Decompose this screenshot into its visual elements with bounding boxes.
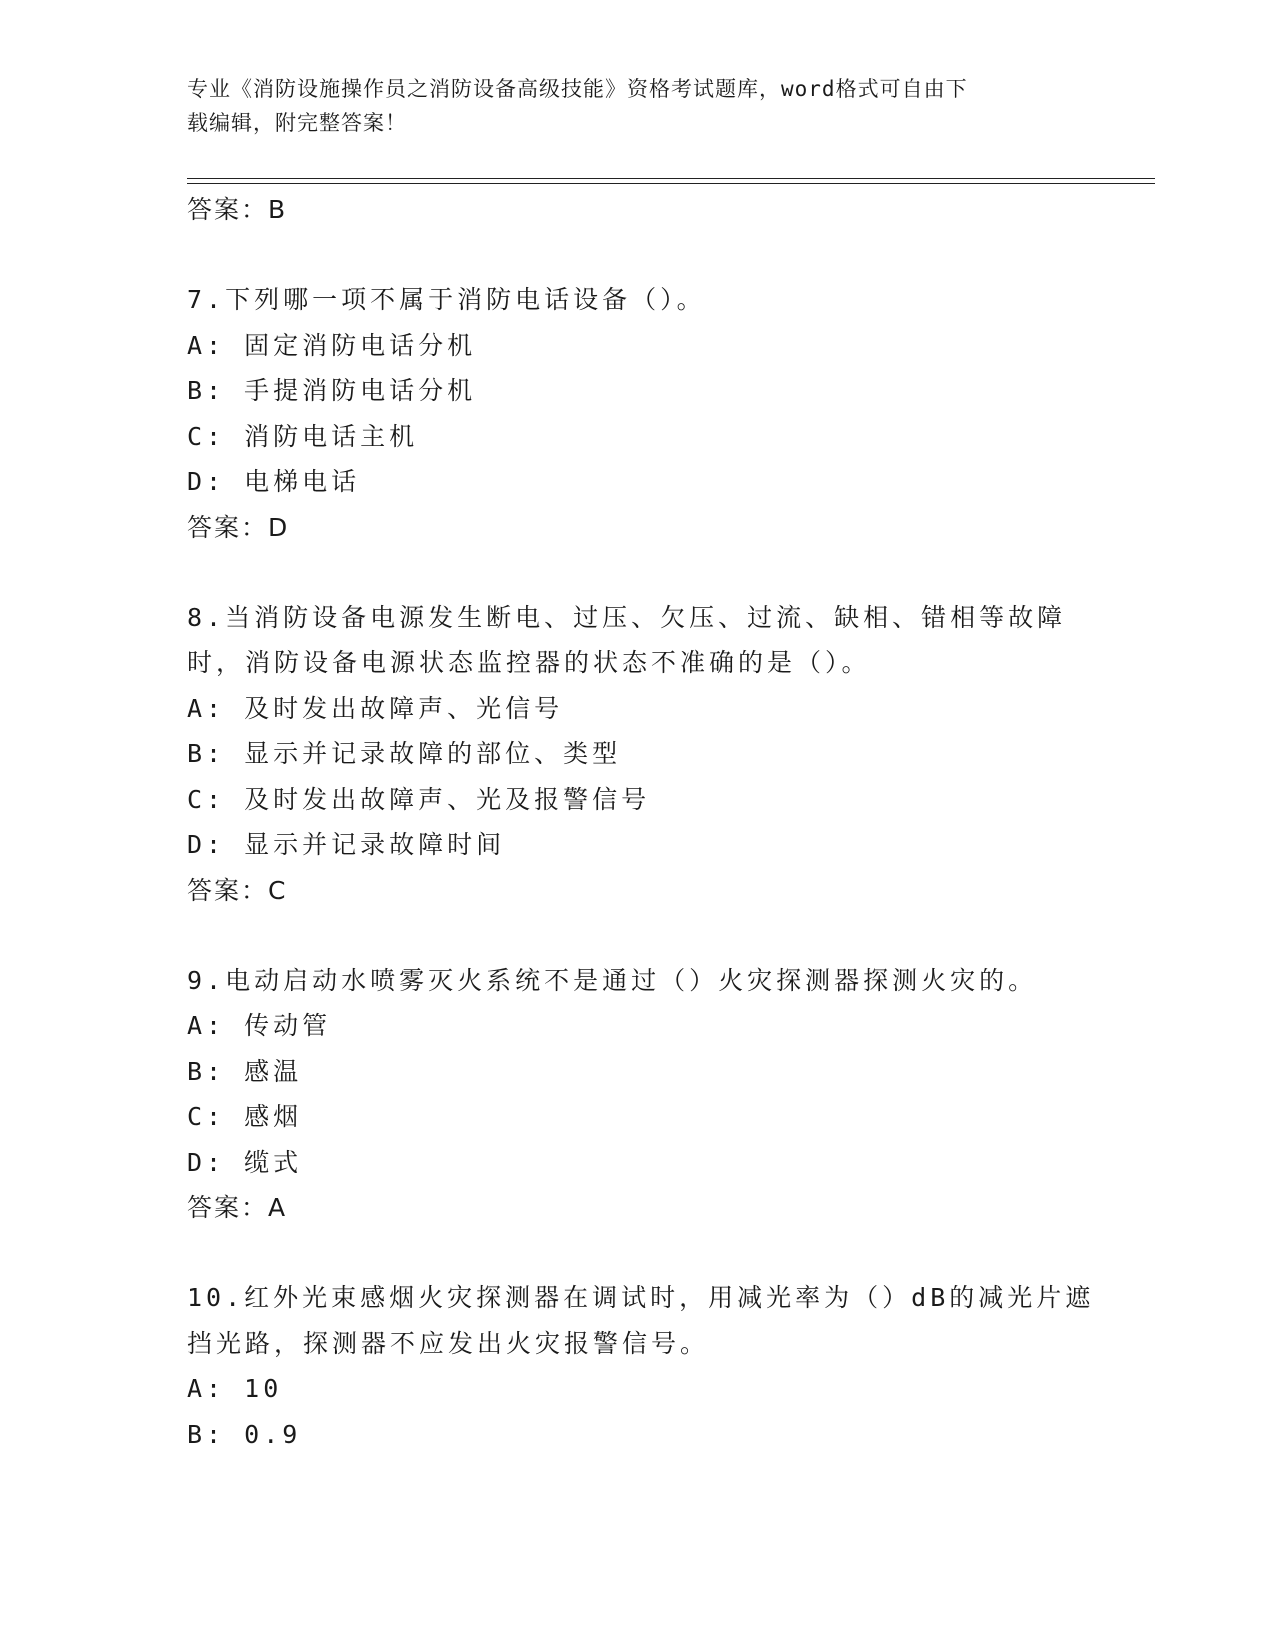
question-text: 7.下列哪一项不属于消防电话设备（）。 [187, 285, 706, 314]
question-text-continued: 时，消防设备电源状态监控器的状态不准确的是（）。 [187, 648, 871, 677]
document-header [187, 72, 1067, 140]
header-line-1: 专业《消防设施操作员之消防设备高级技能》资格考试题库，word格式可自由下 [187, 77, 968, 101]
spacer [187, 551, 1155, 595]
option-b: B: 0.9 [187, 1419, 302, 1449]
question-text-continued: 挡光路，探测器不应发出火灾报警信号。 [187, 1328, 710, 1358]
option-a: A: 固定消防电话分机 [187, 330, 477, 360]
spacer [187, 233, 1155, 277]
option-b: B: 显示并记录故障的部位、类型 [187, 739, 622, 768]
option-d: D: 电梯电话 [187, 467, 361, 496]
option-b: B: 手提消防电话分机 [187, 376, 477, 405]
question-9 [187, 958, 1155, 1232]
option-c: C: 及时发出故障声、光及报警信号 [187, 784, 651, 814]
answer-line: 答案：B [187, 195, 288, 224]
header-divider-bottom [187, 183, 1155, 184]
header-line-2: 载编辑，附完整答案！ [187, 111, 407, 135]
question-text: 8.当消防设备电源发生断电、过压、欠压、过流、缺相、错相等故障 [187, 602, 1067, 632]
header-divider-top [187, 178, 1155, 179]
option-b: B: 感温 [187, 1056, 303, 1086]
question-text: 10.红外光束感烟火灾探测器在调试时，用减光率为（）dB的减光片遮 [187, 1283, 1095, 1312]
option-c: C: 感烟 [187, 1102, 303, 1131]
answer-line: 答案：A [187, 1193, 288, 1222]
question-8 [187, 595, 1155, 914]
document-body [187, 187, 1155, 1457]
question-10 [187, 1275, 1155, 1457]
option-d: D: 显示并记录故障时间 [187, 830, 506, 859]
option-a: A: 传动管 [187, 1011, 332, 1040]
option-c: C: 消防电话主机 [187, 421, 419, 451]
spacer [187, 914, 1155, 958]
answer-line: 答案：C [187, 875, 288, 905]
option-a: A: 10 [187, 1374, 283, 1403]
option-d: D: 缆式 [187, 1147, 303, 1177]
option-a: A: 及时发出故障声、光信号 [187, 693, 564, 723]
question-text: 9.电动启动水喷雾灭火系统不是通过（）火灾探测器探测火灾的。 [187, 965, 1038, 995]
spacer [187, 1231, 1155, 1275]
question-7 [187, 277, 1155, 551]
answer-line: 答案：D [187, 512, 290, 542]
